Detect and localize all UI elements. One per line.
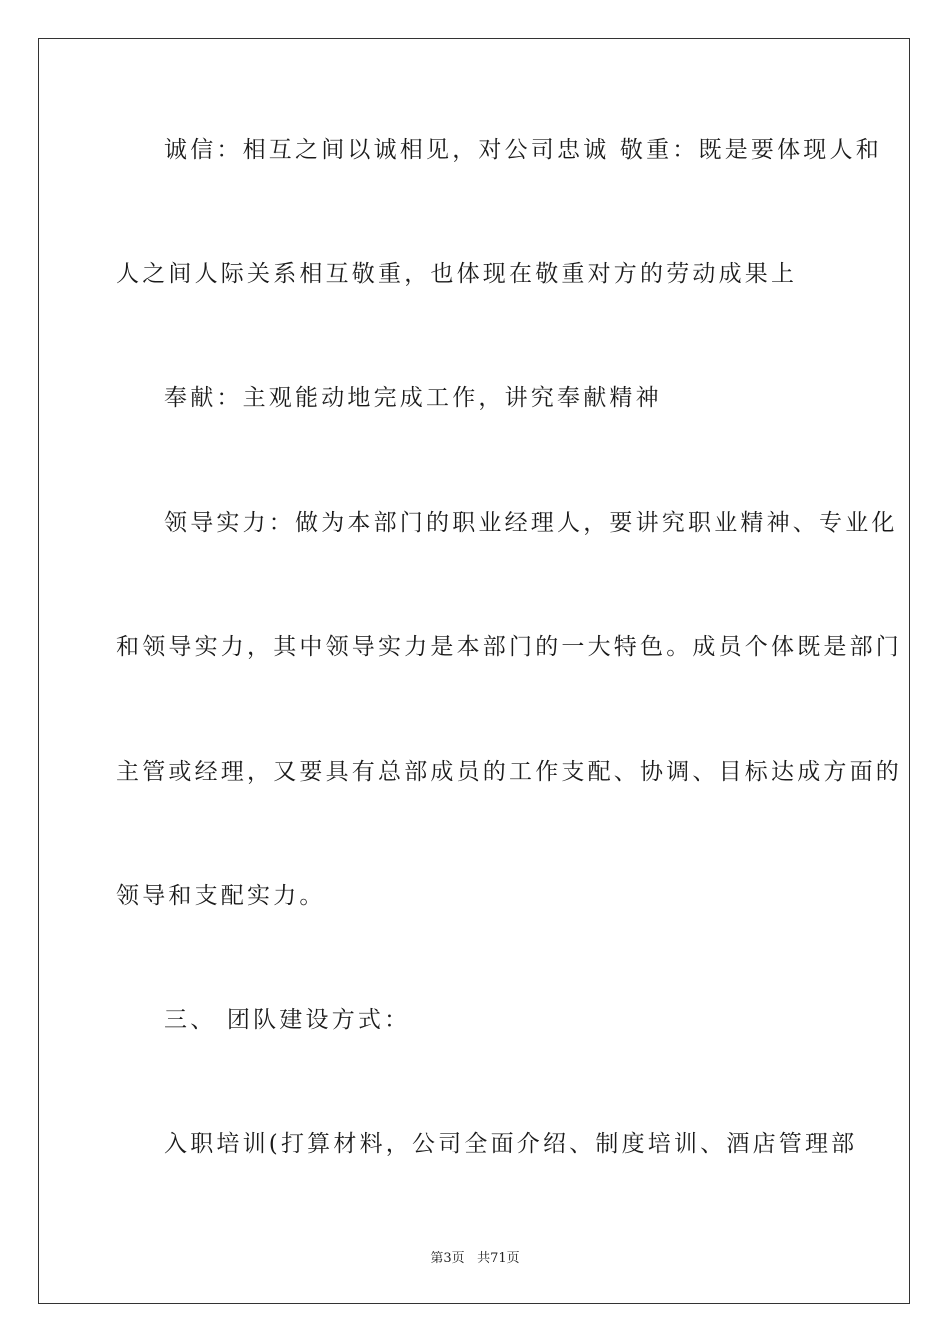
section-heading-team-building: 三、 团队建设方式： (164, 1007, 411, 1033)
paragraph-integrity-line-1: 诚信：相互之间以诚相见，对公司忠诚 敬重：既是要体现人和 (164, 137, 882, 163)
total-pages: 共71页 (477, 1251, 520, 1266)
paragraph-onboarding-training: 入职培训(打算材料，公司全面介绍、制度培训、酒店管理部 (164, 1131, 858, 1157)
page-footer (0, 1247, 950, 1266)
page-number: 第3页 (430, 1251, 465, 1266)
paragraph-integrity-line-2: 人之间人际关系相互敬重，也体现在敬重对方的劳动成果上 (116, 261, 798, 287)
paragraph-leadership-line-1: 领导实力：做为本部门的职业经理人，要讲究职业精神、专业化 (164, 510, 898, 536)
paragraph-leadership-line-4: 领导和支配实力。 (116, 883, 326, 909)
paragraph-dedication: 奉献：主观能动地完成工作，讲究奉献精神 (164, 385, 662, 411)
paragraph-leadership-line-2: 和领导实力，其中领导实力是本部门的一大特色。成员个体既是部门 (116, 634, 902, 660)
paragraph-leadership-line-3: 主管或经理，又要具有总部成员的工作支配、协调、目标达成方面的 (116, 759, 902, 785)
page-border (38, 38, 910, 1304)
